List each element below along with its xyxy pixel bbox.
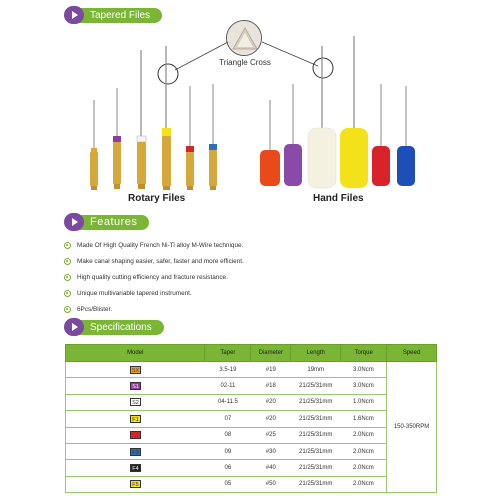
model-badge: S2 (132, 400, 139, 407)
feature-item: Unique multivariable tapered instrument. (64, 285, 464, 301)
section-title: Tapered Files (76, 8, 162, 23)
column-header: Model (66, 345, 205, 362)
diameter-cell: #20 (251, 411, 291, 427)
section-title: Features (76, 215, 149, 230)
model-badge: S1 (132, 384, 139, 391)
model-cell (66, 476, 205, 492)
model-badge: F2 (132, 433, 139, 440)
torque-cell: 1.0Ncm (341, 394, 387, 410)
table-header-row (66, 345, 437, 362)
taper-cell: 07 (205, 411, 251, 427)
taper-cell: 06 (205, 460, 251, 476)
hand-files-label: Hand Files (313, 193, 364, 204)
column-header: Torque (341, 345, 387, 362)
table-row (66, 443, 437, 459)
torque-cell: 2.0Ncm (341, 476, 387, 492)
arrow-icon (64, 318, 84, 336)
feature-item: High quality cutting efficiency and fracture resistance. (64, 269, 464, 285)
diameter-cell: #20 (251, 394, 291, 410)
model-cell (66, 460, 205, 476)
model-cell (66, 378, 205, 394)
column-header: Speed (387, 345, 437, 362)
length-cell: 21/25/31mm (291, 460, 341, 476)
length-cell: 21/25/31mm (291, 411, 341, 427)
feature-item: 6Pcs/Blister. (64, 301, 464, 317)
section-title: Specifications (76, 320, 164, 335)
triangle-cross-label: Triangle Cross (219, 58, 271, 67)
model-badge: F3 (132, 449, 139, 456)
rotary-files (90, 46, 217, 190)
diameter-cell: #30 (251, 443, 291, 459)
model-cell (66, 411, 205, 427)
speed-cell: 150-350RPM (387, 362, 437, 493)
length-cell: 19mm (291, 362, 341, 378)
column-header: Length (291, 345, 341, 362)
torque-cell: 2.0Ncm (341, 460, 387, 476)
length-cell: 21/25/31mm (291, 476, 341, 492)
taper-cell: 05 (205, 476, 251, 492)
bullet-icon (64, 258, 71, 265)
length-cell: 21/25/31mm (291, 394, 341, 410)
table-row (66, 378, 437, 394)
bullet-icon (64, 290, 71, 297)
rotary-files-label: Rotary Files (128, 193, 186, 204)
hand-files (260, 36, 415, 188)
feature-item: Make canal shaping easier, safer, faster and more efficient. (64, 253, 464, 269)
torque-cell: 3.0Ncm (341, 362, 387, 378)
model-cell (66, 443, 205, 459)
model-cell (66, 362, 205, 378)
diameter-cell: #50 (251, 476, 291, 492)
torque-cell: 3.0Ncm (341, 378, 387, 394)
length-cell: 21/25/31mm (291, 378, 341, 394)
column-header: Taper (205, 345, 251, 362)
torque-cell: 2.0Ncm (341, 427, 387, 443)
column-header: Diameter (251, 345, 291, 362)
model-badge: F1 (132, 416, 139, 423)
diameter-cell: #18 (251, 378, 291, 394)
taper-cell: 08 (205, 427, 251, 443)
table-row (66, 394, 437, 410)
diameter-cell: #40 (251, 460, 291, 476)
model-badge: SX (131, 367, 140, 374)
taper-cell: 09 (205, 443, 251, 459)
diameter-cell: #19 (251, 362, 291, 378)
files-illustration (0, 0, 500, 200)
specifications-table (65, 344, 437, 493)
length-cell: 21/25/31mm (291, 427, 341, 443)
torque-cell: 1.6Ncm (341, 411, 387, 427)
feature-item: Made Of High Quality French Ni-Ti alloy M-Wire technique. (64, 237, 464, 253)
table-row (66, 476, 437, 492)
model-badge: F5 (132, 482, 139, 489)
table-row (66, 427, 437, 443)
torque-cell: 2.0Ncm (341, 443, 387, 459)
arrow-icon (64, 213, 84, 231)
table-row (66, 411, 437, 427)
model-cell (66, 427, 205, 443)
length-cell: 21/25/31mm (291, 443, 341, 459)
bullet-icon (64, 242, 71, 249)
arrow-icon (64, 6, 84, 24)
features-list (64, 237, 464, 317)
diameter-cell: #25 (251, 427, 291, 443)
model-badge: F4 (132, 466, 139, 473)
bullet-icon (64, 306, 71, 313)
bullet-icon (64, 274, 71, 281)
table-row (66, 460, 437, 476)
table-row (66, 362, 437, 378)
model-cell (66, 394, 205, 410)
taper-cell: 02-11 (205, 378, 251, 394)
taper-cell: 3.5-19 (205, 362, 251, 378)
taper-cell: 04-11.5 (205, 394, 251, 410)
